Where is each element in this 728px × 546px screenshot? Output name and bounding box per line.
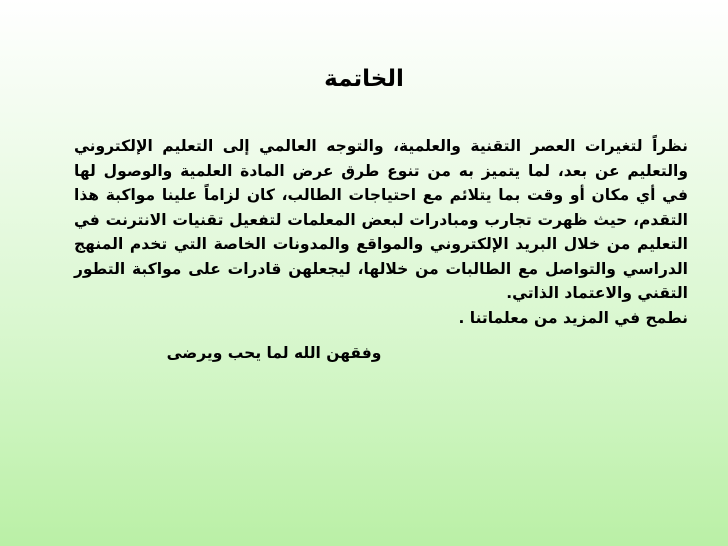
- body-paragraph: نظراً لتغيرات العصر التقنية والعلمية، والتوجه العالمي إلى التعليم الإلكتروني والتعليم عن بعد، لما يتميز به من تنوع طرق عرض المادة العلمية والوصول لها في أي مكان أو وقت بما يتلائم مع احتياجات الطالب، كان لزاماً علينا مواكبة هذا التقدم، حيث ظهرت تجارب ومبادرات لبعض المعلمات لتفعيل تقنيات الانترنت في التعليم من خلال البريد الإلكتروني والمواقع والمدونات الخاصة التي تخدم المنهج الدراسي والتواصل مع الطالبات من خلالها، ليجعلهن قادرات على مواكبة التطور التقني والاعتماد الذاتي.: [74, 137, 688, 302]
- body-second-line: نطمح في المزيد من معلماتنا .: [458, 308, 688, 327]
- slide-body: [74, 134, 688, 330]
- slide-title: الخاتمة: [324, 66, 404, 92]
- closing-line: وفقهن الله لما يحب ويرضى: [166, 344, 382, 362]
